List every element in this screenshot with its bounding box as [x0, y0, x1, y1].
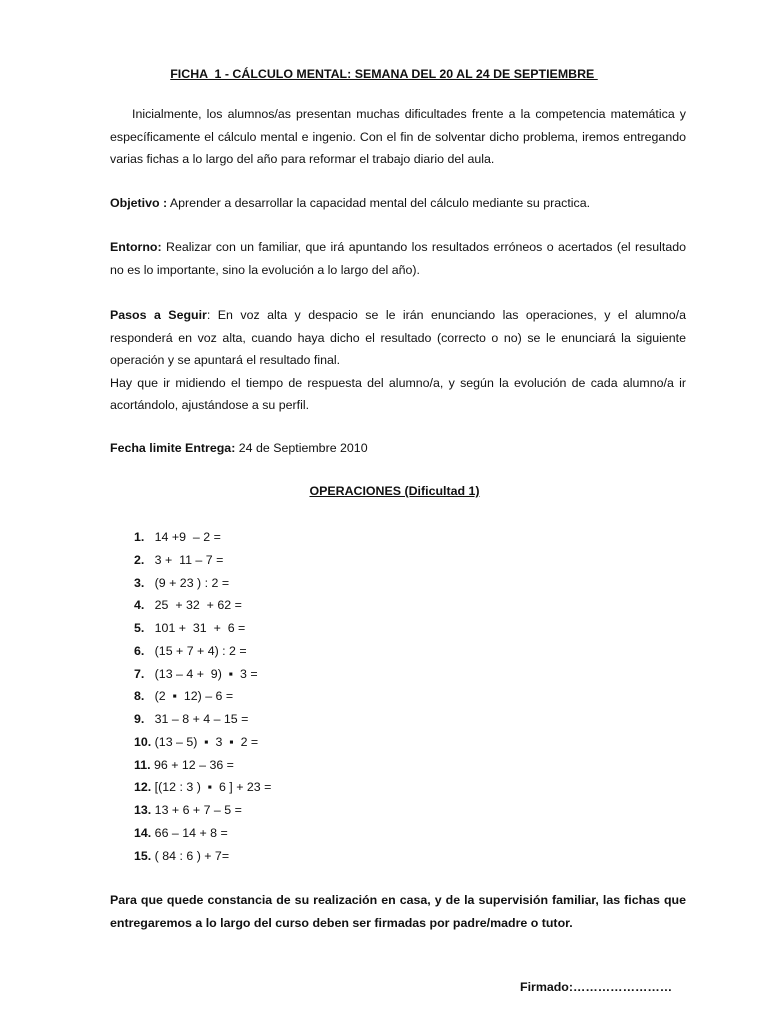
operation-expression: 3 + 11 – 7 =	[144, 552, 224, 567]
deadline-paragraph	[110, 437, 686, 460]
operation-item	[134, 685, 271, 708]
operation-expression: 13 + 6 + 7 – 5 =	[151, 803, 242, 817]
objective-text: Aprender a desarrollar la capacidad mental del cálculo mediante su practica.	[167, 196, 591, 210]
operation-item	[134, 731, 271, 754]
steps-label: Pasos a Seguir	[110, 308, 207, 322]
operation-item	[134, 845, 271, 868]
operation-number: 8.	[134, 689, 145, 704]
operation-item	[134, 526, 271, 549]
steps-text: : En voz alta y despacio se le irán enunciando las operaciones, y el alumno/a responderá en voz alta, cuando haya dicho el resultado (correcto o no) se le enunciará la siguiente operación y se apuntará el resultado final.	[110, 308, 686, 367]
operation-item	[134, 663, 271, 686]
intro-paragraph: Inicialmente, los alumnos/as presentan muchas dificultades frente a la competencia matemática y específicamente el cálculo mental e ingenio. Con el fin de solventar dicho problema, iremos entregando varias fichas a lo largo del año para reformar el trabajo diario del aula.	[110, 107, 686, 166]
operation-expression: 25 + 32 + 62 =	[144, 598, 242, 613]
operation-number: 7.	[134, 666, 145, 681]
operations-title: OPERACIONES (Dificultad 1)	[309, 484, 480, 498]
environment-text: Realizar con un familiar, que irá apuntando los resultados erróneos o acertados (el resultado no es lo importante, sino la evolución a lo largo del año).	[110, 240, 686, 277]
operation-number: 10.	[134, 734, 152, 749]
operation-expression: 101 + 31 + 6 =	[144, 621, 246, 635]
operation-number: 11.	[134, 757, 151, 772]
operation-item	[134, 594, 271, 617]
deadline-label: Fecha limite Entrega:	[110, 441, 236, 455]
operation-item	[134, 617, 271, 640]
operation-number: 4.	[134, 598, 145, 613]
operation-item	[134, 776, 271, 799]
steps-text-continued: Hay que ir midiendo el tiempo de respuesta del alumno/a, y según la evolución de cada alumno/a ir acortándolo, ajustándose a su perfil.	[110, 375, 686, 412]
operation-item	[134, 754, 271, 777]
steps-paragraph	[110, 304, 686, 417]
operation-item	[134, 640, 271, 663]
operation-expression: (13 – 5) ▪ 3 ▪ 2 =	[151, 734, 259, 749]
footer-note: Para que quede constancia de su realización en casa, y de la supervisión familiar, las fichas que entregaremos a lo largo del curso deben ser firmadas por padre/madre o tutor.	[110, 893, 686, 930]
operation-number: 13.	[134, 803, 152, 817]
operation-number: 1.	[134, 530, 145, 544]
objective-paragraph	[110, 192, 686, 215]
operation-number: 9.	[134, 712, 145, 726]
environment-paragraph	[110, 236, 686, 281]
operation-number: 12.	[134, 780, 152, 795]
operation-number: 2.	[134, 552, 145, 567]
operation-number: 15.	[134, 848, 152, 863]
operation-expression: (13 – 4 + 9) ▪ 3 =	[144, 666, 258, 681]
operation-item	[134, 549, 271, 572]
operation-number: 14.	[134, 825, 152, 840]
operation-expression: 66 – 14 + 8 =	[151, 825, 228, 840]
operation-number: 5.	[134, 621, 145, 635]
operation-item	[134, 572, 271, 595]
environment-label: Entorno:	[110, 240, 162, 254]
operation-expression: ( 84 : 6 ) + 7=	[151, 848, 230, 863]
operation-item	[134, 799, 271, 822]
document-title: FICHA 1 - CÁLCULO MENTAL: SEMANA DEL 20 AL 24 DE SEPTIEMBRE	[170, 67, 598, 81]
operation-number: 6.	[134, 643, 145, 658]
operations-list	[134, 526, 271, 867]
deadline-text: 24 de Septiembre 2010	[235, 441, 368, 455]
signature-line: Firmado:……………………	[520, 980, 673, 994]
objective-label: Objetivo :	[110, 196, 168, 210]
operation-expression: (15 + 7 + 4) : 2 =	[144, 643, 247, 658]
operation-expression: 31 – 8 + 4 – 15 =	[144, 712, 249, 726]
operation-expression: [(12 : 3 ) ▪ 6 ] + 23 =	[151, 780, 272, 795]
operation-number: 3.	[134, 575, 145, 590]
operation-expression: (9 + 23 ) : 2 =	[144, 575, 230, 590]
operation-expression: 96 + 12 – 36 =	[150, 757, 234, 772]
operation-expression: (2 ▪ 12) – 6 =	[144, 689, 234, 704]
operation-item	[134, 822, 271, 845]
operation-expression: 14 +9 – 2 =	[144, 530, 221, 544]
operation-item	[134, 708, 271, 731]
